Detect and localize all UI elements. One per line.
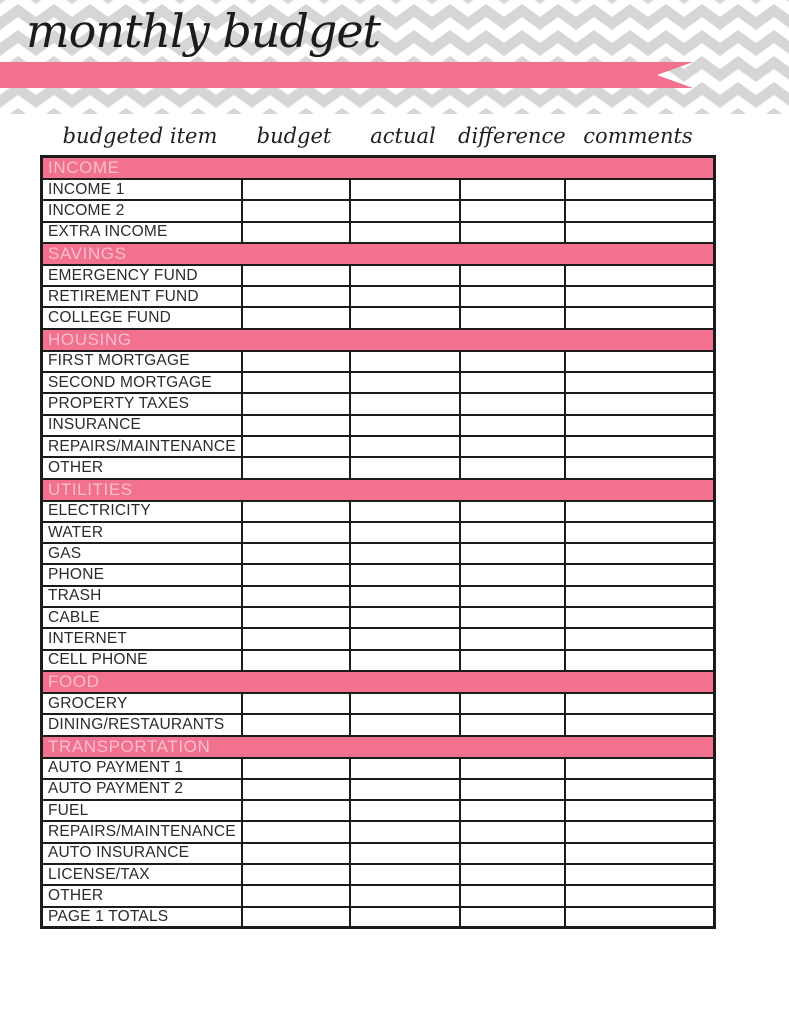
difference-cell[interactable]: [460, 907, 565, 928]
row-label-auto-payment-1: AUTO PAYMENT 1: [42, 758, 242, 779]
table-row: [42, 821, 715, 842]
comments-cell[interactable]: [565, 586, 715, 607]
budget-cell[interactable]: [242, 307, 350, 328]
column-header-difference: difference: [458, 124, 566, 148]
difference-cell[interactable]: [460, 179, 565, 200]
table-row: [42, 650, 715, 671]
actual-cell[interactable]: [350, 265, 460, 286]
actual-cell[interactable]: [350, 800, 460, 821]
difference-cell[interactable]: [460, 393, 565, 414]
difference-cell[interactable]: [460, 351, 565, 372]
comments-cell[interactable]: [565, 607, 715, 628]
comments-cell[interactable]: [565, 179, 715, 200]
budget-cell[interactable]: [242, 650, 350, 671]
table-row: [42, 179, 715, 200]
difference-cell[interactable]: [460, 693, 565, 714]
table-row: [42, 436, 715, 457]
difference-cell[interactable]: [460, 628, 565, 649]
row-label-phone: PHONE: [42, 564, 242, 585]
comments-cell[interactable]: [565, 265, 715, 286]
row-label-cable: CABLE: [42, 607, 242, 628]
difference-cell[interactable]: [460, 501, 565, 522]
table-row: [42, 372, 715, 393]
table-row: [42, 286, 715, 307]
actual-cell[interactable]: [350, 200, 460, 221]
comments-cell[interactable]: [565, 907, 715, 928]
table-row: [42, 586, 715, 607]
table-row: [42, 758, 715, 779]
difference-cell[interactable]: [460, 307, 565, 328]
difference-cell[interactable]: [460, 522, 565, 543]
budget-cell[interactable]: [242, 436, 350, 457]
budget-cell[interactable]: [242, 758, 350, 779]
actual-cell[interactable]: [350, 372, 460, 393]
table-row: [42, 351, 715, 372]
comments-cell[interactable]: [565, 436, 715, 457]
difference-cell[interactable]: [460, 543, 565, 564]
section-header-savings: SAVINGS: [42, 243, 715, 265]
column-header-budget: budget: [256, 124, 332, 148]
column-header-comments: comments: [583, 124, 693, 148]
actual-cell[interactable]: [350, 179, 460, 200]
actual-cell[interactable]: [350, 522, 460, 543]
difference-cell[interactable]: [460, 779, 565, 800]
comments-cell[interactable]: [565, 650, 715, 671]
budget-cell[interactable]: [242, 693, 350, 714]
row-label-auto-payment-2: AUTO PAYMENT 2: [42, 779, 242, 800]
comments-cell[interactable]: [565, 564, 715, 585]
budget-cell[interactable]: [242, 351, 350, 372]
section-header-transportation: TRANSPORTATION: [42, 736, 715, 758]
budget-cell[interactable]: [242, 907, 350, 928]
table-row: [42, 222, 715, 243]
comments-cell[interactable]: [565, 393, 715, 414]
budget-cell[interactable]: [242, 586, 350, 607]
row-label-cell-phone: CELL PHONE: [42, 650, 242, 671]
table-row: [42, 564, 715, 585]
table-row: [42, 843, 715, 864]
page-header: [0, 0, 789, 114]
comments-cell[interactable]: [565, 200, 715, 221]
budget-cell[interactable]: [242, 543, 350, 564]
table-row: [42, 522, 715, 543]
row-label-second-mortgage: SECOND MORTGAGE: [42, 372, 242, 393]
actual-cell[interactable]: [350, 843, 460, 864]
budget-cell[interactable]: [242, 393, 350, 414]
table-row: [42, 885, 715, 906]
table-row: [42, 607, 715, 628]
budget-cell[interactable]: [242, 222, 350, 243]
column-header-budgeted-item: budgeted item: [62, 124, 218, 148]
row-label-dining-restaurants: DINING/RESTAURANTS: [42, 714, 242, 735]
comments-cell[interactable]: [565, 821, 715, 842]
budget-cell[interactable]: [242, 821, 350, 842]
budget-cell[interactable]: [242, 628, 350, 649]
comments-cell[interactable]: [565, 758, 715, 779]
comments-cell[interactable]: [565, 543, 715, 564]
budget-table: [40, 155, 716, 929]
row-label-college-fund: COLLEGE FUND: [42, 307, 242, 328]
difference-cell[interactable]: [460, 457, 565, 478]
difference-cell[interactable]: [460, 222, 565, 243]
budget-cell[interactable]: [242, 522, 350, 543]
column-header-actual: actual: [370, 124, 436, 148]
page-title: monthly budget: [26, 4, 381, 58]
actual-cell[interactable]: [350, 628, 460, 649]
comments-cell[interactable]: [565, 885, 715, 906]
row-label-extra-income: EXTRA INCOME: [42, 222, 242, 243]
totals-row: [42, 907, 715, 928]
actual-cell[interactable]: [350, 393, 460, 414]
actual-cell[interactable]: [350, 543, 460, 564]
budget-cell[interactable]: [242, 714, 350, 735]
difference-cell[interactable]: [460, 372, 565, 393]
page-1-totals-label: PAGE 1 TOTALS: [42, 907, 242, 928]
actual-cell[interactable]: [350, 586, 460, 607]
difference-cell[interactable]: [460, 415, 565, 436]
table-row: [42, 307, 715, 328]
actual-cell[interactable]: [350, 864, 460, 885]
column-headers: [40, 112, 713, 155]
row-label-insurance: INSURANCE: [42, 415, 242, 436]
table-row: [42, 543, 715, 564]
comments-cell[interactable]: [565, 501, 715, 522]
actual-cell[interactable]: [350, 351, 460, 372]
difference-cell[interactable]: [460, 286, 565, 307]
actual-cell[interactable]: [350, 222, 460, 243]
actual-cell[interactable]: [350, 307, 460, 328]
comments-cell[interactable]: [565, 307, 715, 328]
title-ribbon: [0, 62, 693, 88]
table-row: [42, 501, 715, 522]
comments-cell[interactable]: [565, 693, 715, 714]
difference-cell[interactable]: [460, 607, 565, 628]
section-header-food: FOOD: [42, 671, 715, 693]
budget-cell[interactable]: [242, 800, 350, 821]
table-row: [42, 457, 715, 478]
table-row: [42, 628, 715, 649]
budget-cell[interactable]: [242, 564, 350, 585]
actual-cell[interactable]: [350, 650, 460, 671]
actual-cell[interactable]: [350, 779, 460, 800]
comments-cell[interactable]: [565, 457, 715, 478]
comments-cell[interactable]: [565, 864, 715, 885]
row-label-trash: TRASH: [42, 586, 242, 607]
row-label-auto-insurance: AUTO INSURANCE: [42, 843, 242, 864]
row-label-water: WATER: [42, 522, 242, 543]
budget-cell[interactable]: [242, 265, 350, 286]
actual-cell[interactable]: [350, 607, 460, 628]
comments-cell[interactable]: [565, 779, 715, 800]
row-label-repairs-maintenance: REPAIRS/MAINTENANCE: [42, 436, 242, 457]
section-header-utilities: UTILITIES: [42, 479, 715, 501]
actual-cell[interactable]: [350, 693, 460, 714]
row-label-license-tax: LICENSE/TAX: [42, 864, 242, 885]
difference-cell[interactable]: [460, 800, 565, 821]
row-label-property-taxes: PROPERTY TAXES: [42, 393, 242, 414]
table-row: [42, 800, 715, 821]
actual-cell[interactable]: [350, 457, 460, 478]
row-label-electricity: ELECTRICITY: [42, 501, 242, 522]
budget-cell[interactable]: [242, 501, 350, 522]
table-row: [42, 864, 715, 885]
row-label-income-2: INCOME 2: [42, 200, 242, 221]
row-label-gas: GAS: [42, 543, 242, 564]
row-label-income-1: INCOME 1: [42, 179, 242, 200]
actual-cell[interactable]: [350, 907, 460, 928]
difference-cell[interactable]: [460, 821, 565, 842]
actual-cell[interactable]: [350, 501, 460, 522]
actual-cell[interactable]: [350, 758, 460, 779]
budget-cell[interactable]: [242, 457, 350, 478]
difference-cell[interactable]: [460, 200, 565, 221]
difference-cell[interactable]: [460, 843, 565, 864]
budget-cell[interactable]: [242, 415, 350, 436]
actual-cell[interactable]: [350, 286, 460, 307]
comments-cell[interactable]: [565, 415, 715, 436]
actual-cell[interactable]: [350, 885, 460, 906]
row-label-other: OTHER: [42, 457, 242, 478]
comments-cell[interactable]: [565, 714, 715, 735]
actual-cell[interactable]: [350, 415, 460, 436]
actual-cell[interactable]: [350, 714, 460, 735]
table-row: [42, 265, 715, 286]
budget-cell[interactable]: [242, 200, 350, 221]
row-label-fuel: FUEL: [42, 800, 242, 821]
comments-cell[interactable]: [565, 800, 715, 821]
row-label-repairs-maintenance: REPAIRS/MAINTENANCE: [42, 821, 242, 842]
difference-cell[interactable]: [460, 864, 565, 885]
table-row: [42, 714, 715, 735]
difference-cell[interactable]: [460, 650, 565, 671]
comments-cell[interactable]: [565, 372, 715, 393]
budget-cell[interactable]: [242, 779, 350, 800]
actual-cell[interactable]: [350, 564, 460, 585]
budget-cell[interactable]: [242, 885, 350, 906]
row-label-grocery: GROCERY: [42, 693, 242, 714]
difference-cell[interactable]: [460, 586, 565, 607]
table-row: [42, 693, 715, 714]
difference-cell[interactable]: [460, 758, 565, 779]
comments-cell[interactable]: [565, 351, 715, 372]
comments-cell[interactable]: [565, 286, 715, 307]
section-header-housing: HOUSING: [42, 329, 715, 351]
actual-cell[interactable]: [350, 436, 460, 457]
table-row: [42, 200, 715, 221]
difference-cell[interactable]: [460, 436, 565, 457]
difference-cell[interactable]: [460, 265, 565, 286]
difference-cell[interactable]: [460, 714, 565, 735]
budget-cell[interactable]: [242, 372, 350, 393]
table-row: [42, 779, 715, 800]
budget-cell[interactable]: [242, 843, 350, 864]
row-label-retirement-fund: RETIREMENT FUND: [42, 286, 242, 307]
table-row: [42, 415, 715, 436]
difference-cell[interactable]: [460, 885, 565, 906]
comments-cell[interactable]: [565, 843, 715, 864]
row-label-internet: INTERNET: [42, 628, 242, 649]
row-label-emergency-fund: EMERGENCY FUND: [42, 265, 242, 286]
budget-cell[interactable]: [242, 286, 350, 307]
budget-cell[interactable]: [242, 607, 350, 628]
comments-cell[interactable]: [565, 628, 715, 649]
section-header-income: INCOME: [42, 157, 715, 180]
table-row: [42, 393, 715, 414]
difference-cell[interactable]: [460, 564, 565, 585]
budget-cell[interactable]: [242, 864, 350, 885]
budget-cell[interactable]: [242, 179, 350, 200]
comments-cell[interactable]: [565, 222, 715, 243]
actual-cell[interactable]: [350, 821, 460, 842]
row-label-first-mortgage: FIRST MORTGAGE: [42, 351, 242, 372]
row-label-other: OTHER: [42, 885, 242, 906]
comments-cell[interactable]: [565, 522, 715, 543]
